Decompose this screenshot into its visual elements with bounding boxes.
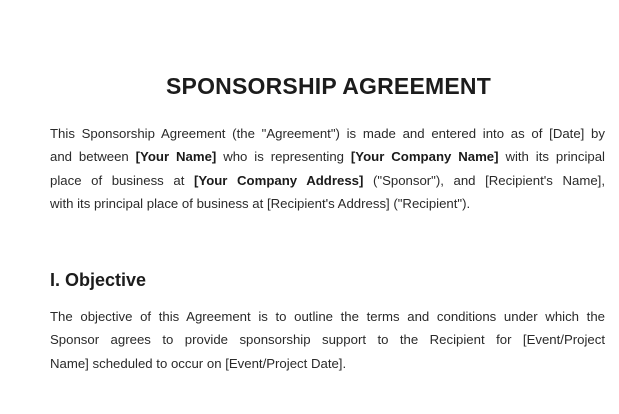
intro-line-2: [50, 145, 605, 168]
your-name-placeholder: [Your Name]: [135, 149, 217, 165]
objective-paragraph: [50, 305, 605, 375]
intro-text: and between: [50, 149, 136, 165]
objective-line-1: The objective of this Agreement is to outline the terms and conditions under which the: [50, 309, 605, 324]
intro-text: ("Sponsor"), and [Recipient's Name],: [363, 172, 605, 188]
objective-line-3: Name] scheduled to occur on [Event/Project Date].: [50, 355, 347, 371]
intro-line-1: This Sponsorship Agreement (the "Agreement") is made and entered into as of [Date] by: [50, 126, 605, 141]
intro-line-3: [50, 169, 605, 192]
company-address-placeholder: [Your Company Address]: [193, 172, 364, 188]
intro-text: place of business at: [50, 172, 194, 188]
intro-text: who is representing: [216, 149, 351, 165]
intro-line-4: with its principal place of business at [Recipient's Address] ("Recipient").: [50, 196, 471, 212]
objective-heading: I. Objective: [50, 270, 147, 290]
intro-paragraph: [50, 122, 605, 216]
intro-text: with its principal: [498, 149, 605, 165]
company-name-placeholder: [Your Company Name]: [350, 149, 499, 165]
objective-line-2: Sponsor agrees to provide sponsorship support to the Recipient for [Event/Project: [50, 332, 605, 348]
document-title: SPONSORSHIP AGREEMENT: [166, 73, 491, 100]
